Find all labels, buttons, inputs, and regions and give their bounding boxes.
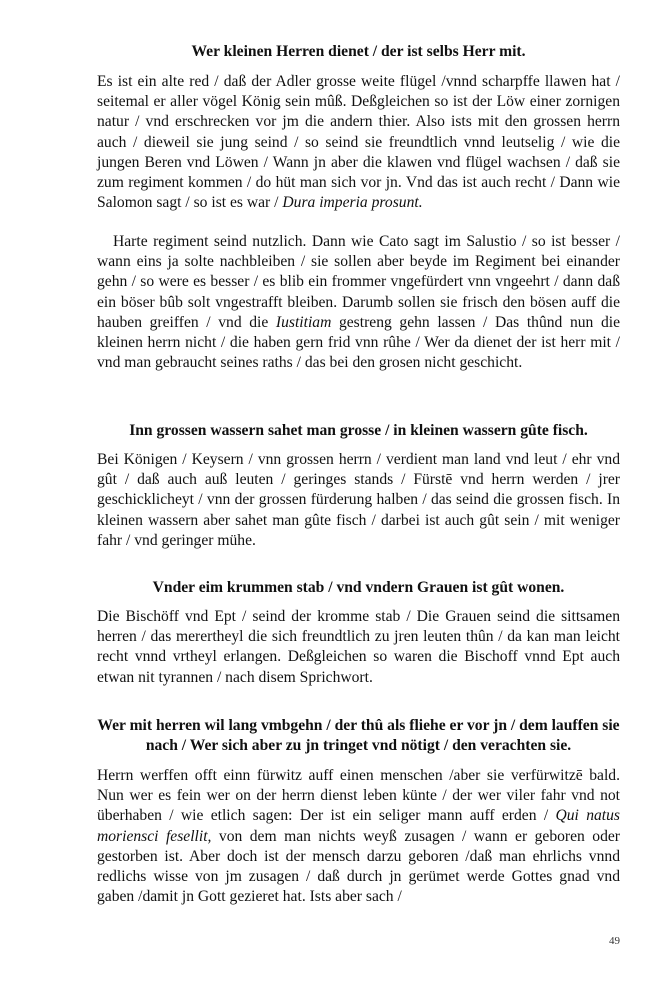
paragraph bbox=[97, 450, 620, 551]
paragraph-text: Harte regiment seind nutzlich. Dann wie Cato sagt im Salustio / so ist besser / wann eins ja solte nachbleiben / sie sollen aber beyde im Regiment bei einander gehn / so were es besser / es blib ein frommer vngefürdert vnn vngeehrt / dann daß ein böser bûb solt vngestrafft bleiben. Darumb sollen sie frisch den bösen auff die hauben greiffen / vnd die bbox=[97, 233, 620, 331]
latin-quote: Qui natus moriensci fesellit, bbox=[97, 807, 620, 845]
paragraph-text: Bei Königen / Keysern / vnn grossen herrn / verdient man land vnd leut / ehr vnd gût / daß auch auß leuten / geringes stands / Fürstē vnd herrn werden / jrer geschicklicheyt / vnn der grossen fürderung halben / das seind die grossen fisch. In kleinen wassern aber sahet man gûte fisch / darbei ist auch gût sein / mit weniger fahr / vnd geringer mühe. bbox=[97, 451, 620, 549]
section-heading: Wer kleinen Herren dienet / der ist selbs Herr mit. bbox=[191, 43, 526, 60]
paragraph-text: Es ist ein alte red / daß der Adler grosse weite flügel /vnnd scharpffe llawen hat / seitemal er aller vögel König sein mûß. Deßgleichen so ist der Löw einer zornigen natur / vnd erschrecken vor jm die andern thier. Also ists mit den grossen herrn auch / dieweil sie jung seind / so seind sie freundtlich vnnd leutselig / wie die jungen Beren vnd Löwen / Wann jn aber die klawen vnd flügel wachsen / daß sie zum regiment kommen / do hüt man sich vor jn. Vnd das ist auch recht / Dann wie Salomon sagt / so ist es war / bbox=[97, 73, 620, 212]
paragraph bbox=[97, 72, 620, 213]
paragraph bbox=[97, 232, 620, 373]
section-heading: Wer mit herren wil lang vmbgehn / der thû als fliehe er vor jn / dem lauffen sie nach / Wer sich aber zu jn tringet vnd nötigt / den verachten sie. bbox=[97, 717, 620, 754]
paragraph bbox=[97, 766, 620, 907]
paragraph-text: gestreng gehn lassen / Das thûnd nun die kleinen herrn nicht / die haben gern frid vnn rûhe / Wer da dienet der ist herr mit / vnd man gebraucht seines raths / das bei den grosen nicht geschicht. bbox=[97, 313, 620, 372]
paragraph-text: Herrn werffen offt einn fürwitz auff einen menschen /aber sie verfürwitzē bald. Nun wer es fein wer on der herrn dienst leben künte / der wer viler fahr vnd not überhaben / wie etlich sagen: Der ist ein seliger mann auff erden / bbox=[97, 767, 620, 825]
paragraph-text: Die Bischöff vnd Ept / seind der kromme stab / Die Grauen seind die sittsamen herren / das merertheyl die sich freundtlich zu jren leuten thûn / da kan man leicht recht vnnd vrtheyl erlangen. Deßgleichen so waren die Bischoff vnnd Ept auch etwan nit tyrannen / nach disem Sprichwort. bbox=[97, 608, 620, 686]
page-number: 49 bbox=[609, 935, 620, 947]
latin-term: Iustitiam bbox=[275, 313, 332, 331]
latin-quote: Dura imperia prosunt. bbox=[282, 194, 423, 212]
section-heading: Vnder eim krummen stab / vnd vndern Grauen ist gût wonen. bbox=[152, 579, 565, 596]
paragraph-text: von dem man nichts weyß zusagen / wann er geboren oder gestorben ist. Aber doch ist der mensch darzu geboren /daß man ehrlichs vnnd redlichs wisse von jm zusagen / daß durch jn gerümet werde Gottes gnad vnd gaben /damit jn Gott gezieret hat. Ists aber sach / bbox=[97, 827, 620, 906]
paragraph bbox=[97, 607, 620, 688]
section-heading: Inn grossen wassern sahet man grosse / in kleinen wassern gûte fisch. bbox=[129, 422, 588, 439]
